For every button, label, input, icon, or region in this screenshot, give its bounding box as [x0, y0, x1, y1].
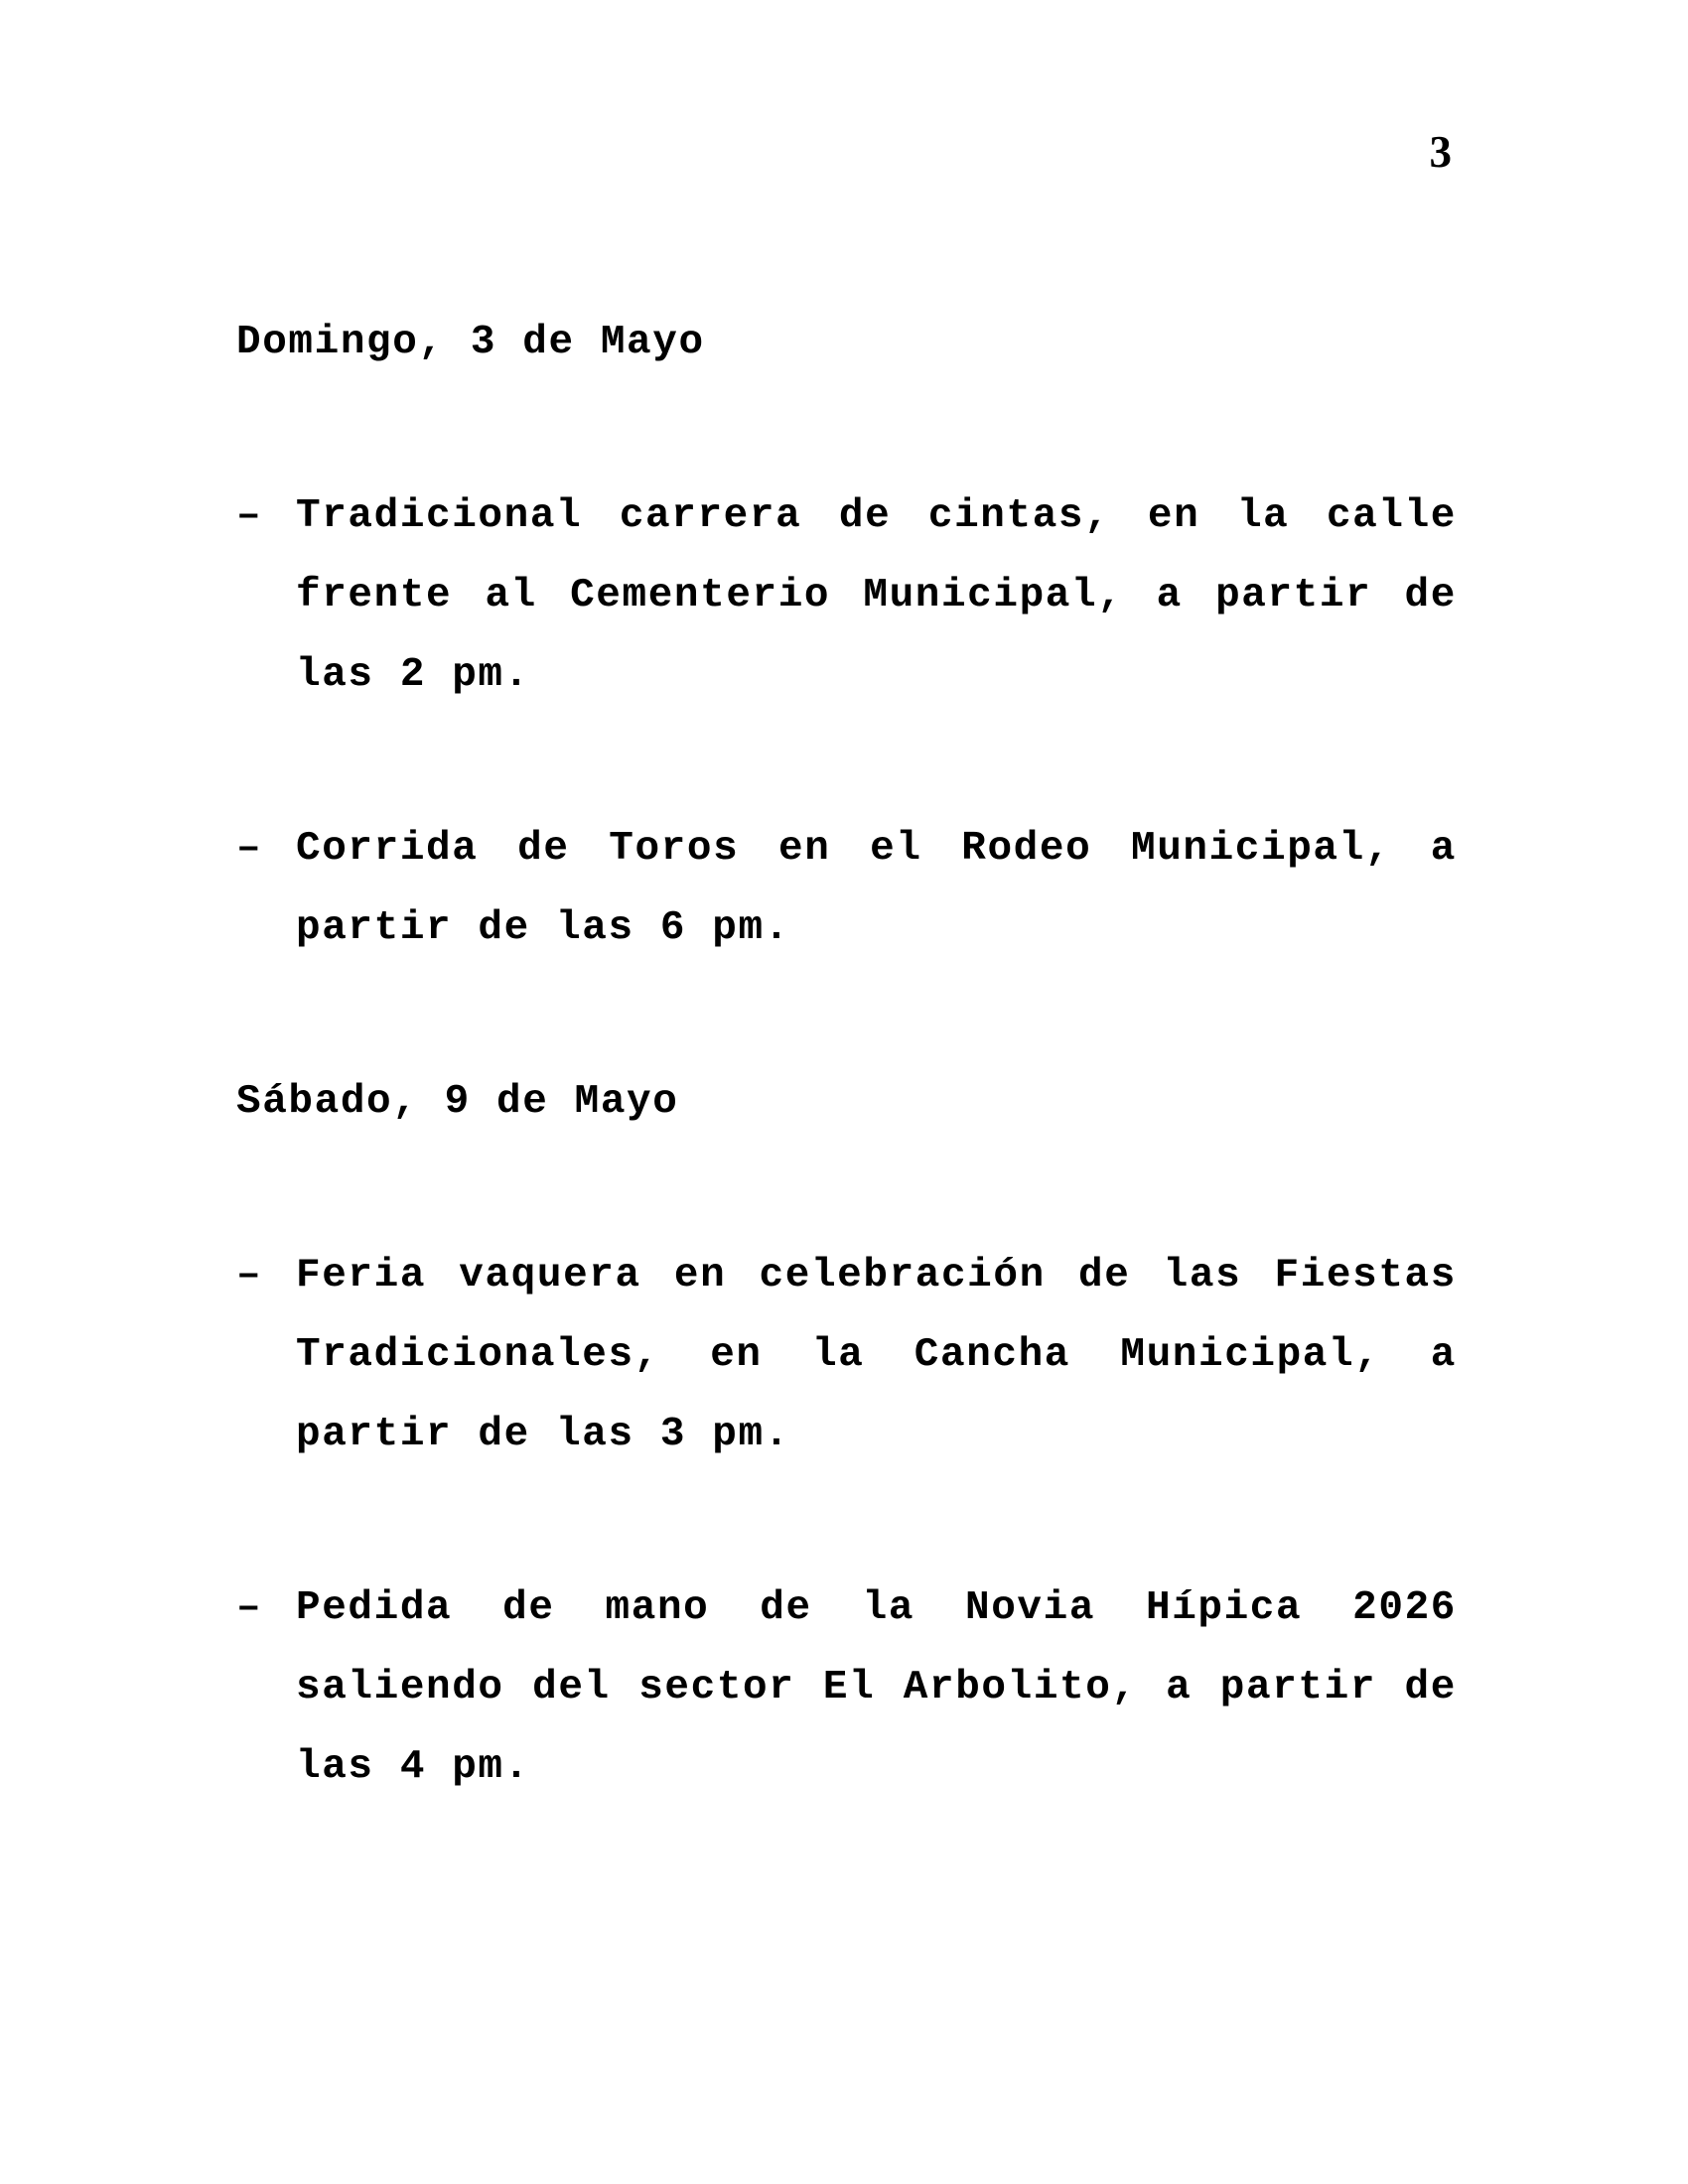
text-line [296, 1236, 1457, 1315]
word: en [778, 826, 831, 872]
word: la [1236, 493, 1290, 539]
word: de [502, 1585, 555, 1631]
word: a [1156, 573, 1183, 618]
word: en [710, 1332, 763, 1378]
word: Cementerio [570, 573, 831, 618]
event-bullet [236, 1236, 1457, 1474]
text-line: las 4 pm. [296, 1744, 530, 1790]
word: a [1166, 1665, 1193, 1710]
word: Toros [609, 826, 740, 872]
word: Tradicionales, [296, 1332, 660, 1378]
text-line: partir de las 6 pm. [296, 905, 790, 951]
event-bullet [236, 1569, 1457, 1807]
word: partir [1219, 1665, 1377, 1710]
word: El [822, 1665, 876, 1710]
word: del [532, 1665, 611, 1710]
date-heading: Sábado, 9 de Mayo [236, 1079, 679, 1125]
word: vaquera [459, 1253, 641, 1298]
word: la [812, 1332, 865, 1378]
word: frente [296, 573, 453, 618]
page-number: 3 [1429, 127, 1452, 177]
word: en [673, 1253, 727, 1298]
word: de [517, 826, 570, 872]
word: Tradicional [296, 493, 583, 539]
event-bullet [236, 809, 1457, 968]
word: al [485, 573, 537, 618]
word: 2026 [1352, 1585, 1457, 1631]
word: Cancha [914, 1332, 1071, 1378]
bullet-dash-icon: – [236, 826, 263, 872]
text-line: las 2 pm. [296, 652, 530, 698]
word: Municipal, [1120, 1332, 1381, 1378]
word: Municipal, [863, 573, 1124, 618]
word: Pedida [296, 1585, 453, 1631]
word: saliendo [296, 1665, 504, 1710]
bullet-dash-icon: – [236, 1585, 263, 1631]
word: Fiestas [1274, 1253, 1457, 1298]
text-line [296, 556, 1457, 635]
word: de [1404, 1665, 1457, 1710]
word: Arbolito, [903, 1665, 1138, 1710]
word: el [870, 826, 922, 872]
word: de [1404, 573, 1457, 618]
bullet-dash-icon: – [236, 1253, 263, 1298]
word: carrera [619, 493, 802, 539]
word: de [1078, 1253, 1131, 1298]
date-heading: Domingo, 3 de Mayo [236, 320, 705, 365]
word: cintas, [927, 493, 1111, 539]
word: las [1163, 1253, 1242, 1298]
word: en [1147, 493, 1200, 539]
word: de [838, 493, 892, 539]
text-line [296, 1648, 1457, 1727]
word: Rodeo [961, 826, 1092, 872]
word: calle [1326, 493, 1457, 539]
word: partir [1215, 573, 1372, 618]
word: Novia [965, 1585, 1096, 1631]
word: celebración [759, 1253, 1046, 1298]
word: Feria [296, 1253, 427, 1298]
word: de [760, 1585, 812, 1631]
word: sector [638, 1665, 795, 1710]
word: mano [605, 1585, 710, 1631]
document-content [236, 303, 1457, 1901]
text-line [296, 1569, 1457, 1648]
text-line: partir de las 3 pm. [296, 1412, 790, 1457]
text-line [296, 477, 1457, 556]
word: a [1430, 1332, 1457, 1378]
word: Municipal, [1130, 826, 1392, 872]
bullet-dash-icon: – [236, 493, 263, 539]
text-line [296, 1315, 1457, 1395]
event-bullet [236, 477, 1457, 715]
text-line [296, 809, 1457, 888]
word: a [1430, 826, 1457, 872]
word: Hípica [1145, 1585, 1303, 1631]
word: la [862, 1585, 915, 1631]
word: Corrida [296, 826, 479, 872]
